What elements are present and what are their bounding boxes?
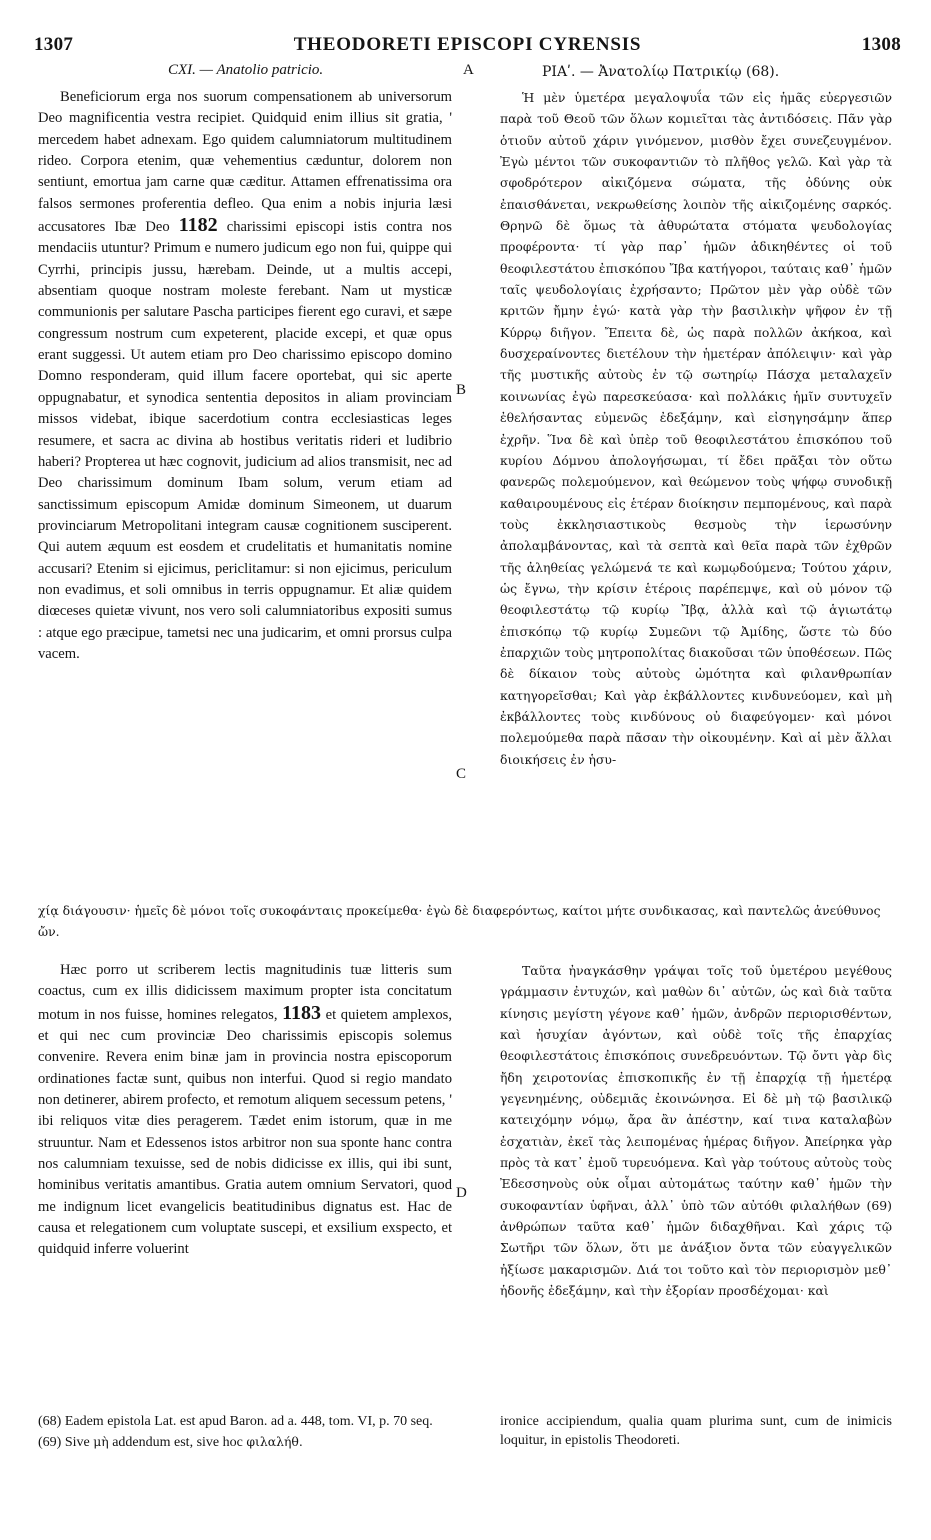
greek-p1-text: Ἡ μὲν ὑμετέρα μεγαλοψυΐα τῶν εἰς ἡμᾶς εὐεργεσιῶν παρὰ τοῦ Θεοῦ τῶν ὅλων κομιεῖται τὰς ἀντιδόσεις. Πᾶν γὰρ ὁτιοῦν αὐτοῦ χάριν γινόμενον, μισθὸν ἔχει συνεζευγμένον. Ἐγὼ μέντοι τῶν συκοφαντιῶν τὸ πλῆθος γελῶ. Καὶ γὰρ τὰ σφοδρότερον αἰκιζόμενα σώματα, τῆς ὀδύνης οὐκ ἐπαισθάνεται, νεκρωθείσης λοιπὸν τῆς αἰκιζομένης σαρκός. Θρηνῶ δὲ ὅμως τὰ ἀθυρώτατα στόματα ψευδολογίας προφέροντα· τί γὰρ παρ᾿ ἡμῶν ἀδικηθέντες οἱ τοῦ θεοφιλεστάτου ἐπισκόπου Ἴβα κατήγοροι, ταύταις καθ᾿ ἡμῶν ταῖς ψευδολογίαις ἐχρήσαντο; Πρῶτον μὲν γὰρ οὐδὲ τῶν κριτῶν ἤμην ἐγώ· κατὰ γὰρ τὴν βασιλικὴν ψῆφον ἐν τῇ Κύρρῳ διῆγον. Ἔπειτα δὲ, ὡς παρὰ πολλῶν ἀκήκοα, καὶ δυσχεραίνοντες διετέλουν τὴν ἡμετέραν ἀπόλειψιν· καὶ γὰρ τῆς μυστικῆς αὐτοὺς ἐν τῷ σωτηρίῳ Πάσχα μεταλαχεῖν κοινωνίας ἐγὼ παρεσκεύασα· καὶ πολλάκις ἡμῖν συντυχεῖν ἐθελήσαντας εὐμενῶς ἐδεξάμην, καὶ εἰσηγησάμην ἅπερ ἐχρῆν. Ἵνα δὲ καὶ ὑπὲρ τοῦ θεοφιλεστάτου ἐπισκόπου τοῦ κυρίου Δόμνου ἀπολογήσωμαι, τί ἔδει πρᾶξαι τὸν οὕτω φανερῶς πολεμούμενον, καὶ θεώμενον τοὺς ψήφῳ συνοδικῇ καθαιρουμένους εἰς ἑτέραν διοίκησιν πεμπομένους, καὶ παρὰ τοὺς ἐκκλησιαστικοὺς θεσμοὺς τὴν ἱερωσύνην ἀπολαμβάνοντας, καὶ τὰ σεπτὰ καὶ θεῖα παρὰ τῶν ἐχθρῶν τῆς ἀληθείας γελώμενά τε καὶ κωμῳδούμενα; Τούτου χάριν, ὡς ἔγνω, τὴν κρίσιν ἑτέροις παρέπεμψε, καὶ οὐ μόνον τῷ θεοφιλεστάτῳ τῷ κυρίῳ Ἴβᾳ, ἀλλὰ καὶ τῷ ἁγιωτάτῳ ἐπισκόπῳ τῷ κυρίῳ Συμεῶνι τῷ Ἀμίδης, ὥστε τὼ δύο ἐπαρχιῶν τοὺς μητροπολίτας διακοῦσαι τῶν ὑποθέσεων. Πῶς δὲ δίκαιον τοὺς αὐτοὺς ὠμότητα καὶ φιλανθρωπίαν κατηγορεῖσθαι; Καὶ γὰρ ἐκβάλλοντες κινδυνεύομεν, καὶ μὴ ἐκβάλλοντες τοὺς κινδύνους οὐ διαφεύγομεν· καὶ μόνοι πολεμούμεθα παρὰ πᾶσαν τὴν οἰκουμένην. Καὶ αἱ μὲν ἄλλαι διοικήσεις ἐν ἡσυ-	[500, 90, 892, 767]
footnote-69	[38, 1431, 452, 1452]
migne-column-number-1182: 1182	[178, 214, 218, 237]
greek-p2-text: Ταῦτα ἠναγκάσθην γράψαι τοῖς τοῦ ὑμετέρου μεγέθους γράμμασιν ἐντυχών, καὶ μαθὼν δι᾿ αὐτῶν, ὡς καὶ διὰ ταῦτα κίνησις μεγίστη γέγονε καθ᾿ ἡμῶν, ἀνδρῶν περιορισθέντων, καὶ ἡσυχίαν ἀγόντων, καὶ οὐδὲ τοῖς τῆς ἐπαρχίας θεοφιλεστάτοις ἐπισκόποις συνεδρευόντων. Τῷ ὄντι γὰρ δὶς ἤδη χειροτονίας ἐπισκοπικῆς ἐν τῇ ἐπαρχίᾳ τῇ ἡμετέρᾳ γεγενημένης, οὐδεμιᾶς ἐκοινώνησα. Εἰ δὲ μὴ τῷ βασιλικῷ κατειχόμην νόμῳ, ἄρα ἂν ἀπέστην, καί τινα καταλαβὼν ἐσχατιὰν, ἐκεῖ τὰς λειπομένας ἡμέρας διῆγον. Ἀπείρηκα γὰρ πρὸς τὰ κατ᾿ ἐμοῦ τυρευόμενα. Καὶ γὰρ τούτους αὐτοὺς τοὺς Ἐδεσσηνοὺς οὐκ οἶμαι αὐτομάτως ταύτην καθ᾿ ἡμῶν τὴν συκοφαντίαν ὑφῆναι, ἀλλ᾿ ὑπὸ τῶν αὐτόθι φιλαλήθων (69) ἀνθρώπων ταῦτα καθ᾿ ἡμῶν διδαχθῆναι. Καὶ χάρις τῷ Σωτῆρι τῶν ὅλων, ὅτι με ἀνάξιον ὄντα τῶν εὐαγγελικῶν ἠξίωσε μακαρισμῶν. Διά τοι τοῦτο καὶ τὸν περιορισμὸν μεθ᾿ ἡδονῆς ἐδεξάμην, καὶ τὴν ἐξορίαν προσδέχομαι· καὶ	[500, 963, 892, 1299]
margin-letter-B: B	[456, 382, 467, 398]
footnotes-left	[38, 1412, 452, 1452]
latin-p1-text-b: charissimi episcopi istis contra nos mendaciis utuntur? Primum e numero judicum ego non fui, quippe qui Cyrrhi, principis jussu, hærebam. Deinde, ut a multis accepi, absentiam quoque nostram moleste ferebant. Nam ut mysticæ communionis per salutare Pascha participes fierent ego curavi, et sæpe congressum nostrum cum expeterent, placide excepi, et quæ opus erant suggessi. Ut autem etiam pro Deo charissimo episcopo domino Domno responderam, quid illum facere oportebat, qui sic aperte oppugnabatur, et synodica sententia depositos in aliam provinciam missos videbat, ibique sacerdotium contra ecclesiasticas leges resumere, et sacra ac divina ab hostibus veritatis rideri et ludibrio haberi? Propterea ut hæc cognovit, judicium ad alios transmisit, nec ad Deo charissimum dominum Ibam solum, verum etiam ad sanctissimum episcopum Amidæ dominum Simeonem, ut duarum provinciarum Metropolitani integram causæ cognitionem susciperent. Qui autem æquum est eosdem et crudelitatis et humanitatis nomine accusari? Etenim si ejicimus, periclitamur: si non ejicimus, periculum non evadimus, et soli omnibus in terris oppugnamur. Et aliæ quidem diœceses quietæ vivunt, nos vero soli calumniatoribus expositi sumus : atque ego præcipue, tametsi nec una judicarim, et omni prorsus culpa vacem.	[38, 219, 452, 662]
latin-letter-heading	[168, 62, 323, 79]
latin-p2-text-a: Hæc porro ut scriberem lectis magnitudinis tuæ litteris sum coactus, cum ex illis didicissem maximum propter ista concitatum motum in nos fuisse, homines relegatos,	[38, 962, 452, 1023]
running-title: THEODORETI EPISCOPI CYRENSIS	[293, 34, 642, 55]
footnote-69-greek-2: φιλαλήθ.	[246, 1434, 303, 1449]
footnote-right-continuation: ironice accipiendum, qualia quam plurima sunt, cum de inimicis loquitur, in epistolis Theodoreti.	[500, 1414, 892, 1448]
margin-letter-C: C	[456, 766, 467, 782]
latin-p1-text-a: Beneficiorum erga nos suorum compensationem ab universorum Deo magnificentia vestra recipiet. Quidquid enim illius sit gratia, ' mercedem habet adnexam. Ego quidem calumniatorum multitudinem rideo. Corpora etenim, quæ vehementius cæduntur, dolorem non sentiunt, emortua jam carne quæ cæditur. Attamen effrenatissima ora falsos sermones proferentia defleo. Qua enim a nobis injuria læsi accusatores Ibæ Deo	[38, 89, 452, 236]
latin-paragraph-1	[38, 87, 452, 665]
footnote-69-text-a: (69) Sive	[38, 1435, 90, 1450]
latin-paragraph-2	[38, 960, 452, 1261]
greek-letter-heading: ΡΙΑʹ. — Ἀνατολίῳ Πατρικίῳ (68).	[542, 64, 780, 80]
right-page-number: 1308	[861, 34, 901, 55]
left-page-number: 1307	[34, 34, 74, 55]
footnote-69-greek-1: μὴ	[93, 1434, 109, 1449]
margin-letter-D: D	[456, 1185, 467, 1201]
footnote-68: (68) Eadem epistola Lat. est apud Baron. ad a. 448, tom. VI, p. 70 seq.	[38, 1414, 433, 1429]
footnote-69-text-b: addendum est, sive hoc	[112, 1435, 243, 1450]
greek-paragraph-1	[500, 87, 892, 770]
latin-heading-text: CXI. — Anatolio patricio.	[168, 62, 324, 78]
migne-column-number-1183: 1183	[282, 1001, 322, 1024]
latin-p2-text-b: et quietem amplexos, et qui nec cum provinciæ Deo charissimis episcopis solemus convenire. Revera enim binæ jam in provincia nostra episcoporum ordinationes factæ sunt, quibus non interfui. Quod si regio mandato non detinerer, abirem profecto, et remotum aliquem secessum petens, ' ibi reliquos vitæ dies peragerem. Tædet enim istorum, quæ in me struuntur. Nam et Edessenos istos arbitror non sua sponte hanc contra nos calumniam texuisse, sed de nobis didicisse ex illis, qui ibi sunt, hominibus veritatis amantibus. Gratia autem omnium Servatori, quod me indignum licet evangelicis beatitudinibus dignatus est. Hac de causa et relegationem cum voluptate suscepi, et exsilium exspecto, et quidquid inferre voluerint	[38, 1006, 452, 1258]
margin-letter-A: A	[463, 62, 474, 78]
running-header	[34, 34, 901, 60]
greek-bridge-line: χίᾳ διάγουσιν· ἡμεῖς δὲ μόνοι τοῖς συκοφάνταις προκείμεθα· ἐγὼ δὲ διαφερόντως, καίτοι μήτε συνδικασας, καὶ παντελῶς ἀνεύθυνος ὤν.	[38, 903, 881, 939]
greek-paragraph-2	[500, 960, 892, 1302]
